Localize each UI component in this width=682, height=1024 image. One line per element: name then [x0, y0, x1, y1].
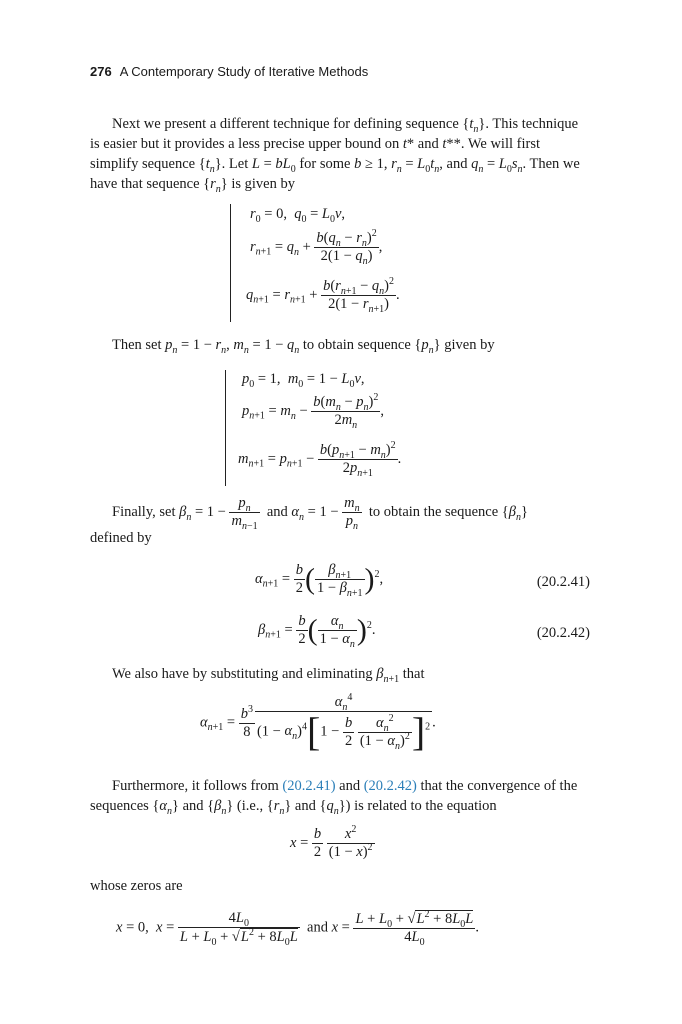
- zeros-equation: x = 0, x = $\frac{4L_0}{L + L_0 + √L^2 + 8L_0L}$ and x = $\frac{L + L_0 + √L^2 + 8L_0L}{4L_0}$ .: [116, 909, 479, 948]
- equation-20-2-41: $\alpha_{n+1}$ = $\frac{b}{2}$ ( $\frac{\beta_{n+1}}{1 - \beta_{n+1}}$ )$^2$,: [255, 562, 384, 599]
- then-set-paragraph: Then set $p_n = 1 - r_n$, $m_n = 1 - q_n$ to obtain sequence $\{p_n\}$ given by: [112, 337, 495, 356]
- system-brace-1: [230, 204, 231, 322]
- page-number: 276: [90, 64, 112, 79]
- r-seq-line-1: $r_0 = 0$, $q_0 = L_0v$,: [250, 206, 346, 225]
- r-seq-line-3: $q_{n+1} = r_{n+1}$ + $\frac{b(r_{n+1} - q_n)^2}{2(1 - r_{n+1})}$ .: [246, 276, 400, 315]
- furthermore-paragraph: Furthermore, it follows from (20.2.41) and (20.2.42) that the convergence of the sequences $\{\alpha_n\}$ and $\{\beta_n\}$ (i.e., $\{r_n\}$ and $\{q_n\}$) is related to the equation: [90, 778, 578, 817]
- equation-label-41: (20.2.41): [536, 574, 590, 590]
- combined-equation: $\alpha_{n+1}$ = $\frac{b^3}{8}$ $\alpha_n^4$ $(1 - \alpha_n)^4[1$ − $\frac{b}{2}$ $\frac{\alpha_n^2}{(1 - \alpha_n)^2}$ ]$^2$ .: [200, 692, 436, 754]
- p-seq-line-2: $p_{n+1} = m_n$ − $\frac{b(m_n - p_n)^2}{2m_n}$ ,: [242, 392, 384, 431]
- finally-line: Finally, set $\beta_n = 1$ − $\frac{p_n}{m_{n-1}}$ and $\alpha_n = 1$ − $\frac{m_n}{p_n}$ to obtain the sequence $\{\beta_n\}$: [112, 495, 528, 532]
- equation-label-42: (20.2.42): [536, 625, 590, 641]
- r-seq-line-2: $r_{n+1} = q_n$ + $\frac{b(q_n - r_n)^2}{2(1 - q_n)}$ ,: [250, 228, 383, 267]
- defined-by-text: defined by: [90, 530, 152, 546]
- ref-link-42[interactable]: (20.2.42): [363, 778, 417, 794]
- system-brace-2: [225, 370, 226, 486]
- p-seq-line-1: $p_0 = 1$, $m_0 = 1 - L_0v$,: [242, 371, 365, 390]
- ref-link-41[interactable]: (20.2.41): [282, 778, 336, 794]
- x-equation: x = $\frac{b}{2}$ $\frac{x^2}{(1 - x)^2}$: [290, 824, 373, 860]
- book-title: A Contemporary Study of Iterative Methods: [119, 64, 369, 79]
- equation-20-2-42: $\beta_{n+1}$ = $\frac{b}{2}$ ( $\frac{\alpha_n}{1 - \alpha_n}$ )$^2$.: [258, 613, 376, 650]
- p-seq-line-3: $m_{n+1} = p_{n+1}$ − $\frac{b(p_{n+1} - m_n)^2}{2p_{n+1}}$ .: [238, 440, 402, 479]
- intro-paragraph: Next we present a different technique for defining sequence $\{t_n\}$. This technique is easier but it provides a less precise upper bound on t* and t**. We will first simplify sequence $\{t_n\}$. Let $L = bL_0$ for some b ≥ 1, $r_n = L_0t_n$, and $q_n = L_0s_n$. Then we have that sequence $\{r_n\}$ is given by: [90, 116, 580, 195]
- eliminating-paragraph: We also have by substituting and eliminating $\beta_{n+1}$ that: [112, 666, 425, 685]
- running-header: [90, 64, 368, 79]
- whose-zeros-text: whose zeros are: [90, 878, 183, 894]
